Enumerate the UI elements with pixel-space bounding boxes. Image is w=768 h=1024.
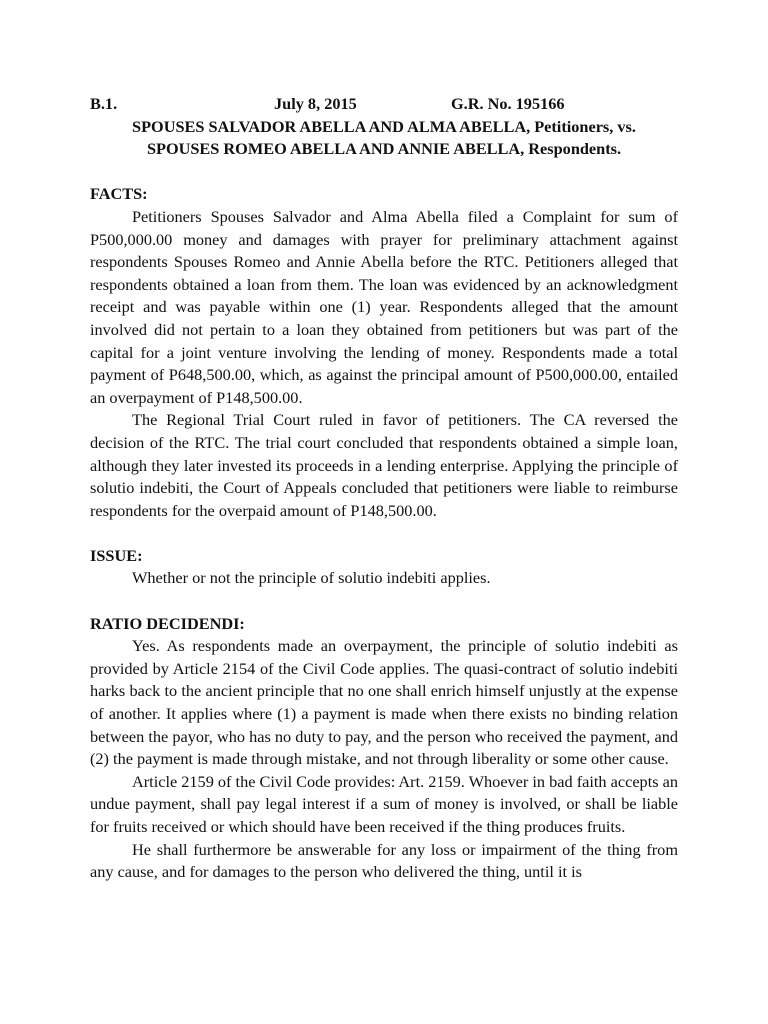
- case-title-line-2: SPOUSES ROMEO ABELLA AND ANNIE ABELLA, Respondents.: [146, 139, 622, 159]
- case-reference: B.1.: [90, 94, 118, 113]
- case-date: July 8, 2015: [274, 94, 357, 113]
- case-digest: [90, 93, 678, 884]
- facts-paragraph: Petitioners Spouses Salvador and Alma Abella filed a Complaint for sum of P500,000.00 money and damages with prayer for preliminary attachment against respondents Spouses Romeo and Annie Abella before the RTC. Petitioners alleged that respondents obtained a loan from them. The loan was evidenced by an acknowledgment receipt and was payable within one (1) year. Respondents alleged that the amount involved did not pertain to a loan they obtained from petitioners but was part of the capital for a joint venture involving the lending of money. Respondents made a total payment of P648,500.00, which, as against the principal amount of P500,000.00, entailed an overpayment of P148,500.00.: [90, 206, 678, 407]
- facts-heading: FACTS:: [90, 184, 148, 204]
- ratio-paragraph: Article 2159 of the Civil Code provides: Art. 2159. Whoever in bad faith accepts an undue payment, shall pay legal interest if a sum of money is involved, or shall be liable for fruits received or which should have been received if the thing produces fruits.: [90, 771, 678, 836]
- case-gr-number: G.R. No. 195166: [451, 94, 565, 113]
- case-header: [90, 93, 678, 116]
- ratio-paragraph: Yes. As respondents made an overpayment, the principle of solutio indebiti as provided by Article 2154 of the Civil Code applies. The quasi-contract of solutio indebiti harks back to the ancient principle that no one shall enrich himself unjustly at the expense of another. It applies where (1) a payment is made when there exists no binding relation between the payor, who has no duty to pay, and the person who received the payment, and (2) the payment is made through mistake, and not through liberality or some other cause.: [90, 636, 678, 769]
- issue-heading: ISSUE:: [90, 545, 143, 565]
- ratio-heading: RATIO DECIDENDI:: [90, 613, 245, 633]
- ratio-paragraph: He shall furthermore be answerable for any loss or impairment of the thing from any cause, and for damages to the person who delivered the thing, until it is: [90, 839, 678, 882]
- facts-paragraph: The Regional Trial Court ruled in favor of petitioners. The CA reversed the decision of the RTC. The trial court concluded that respondents obtained a simple loan, although they later invested its proceeds in a lending enterprise. Applying the principle of solutio indebiti, the Court of Appeals concluded that petitioners were liable to reimburse respondents for the overpaid amount of P148,500.00.: [90, 410, 678, 520]
- issue-text: Whether or not the principle of solutio indebiti applies.: [132, 568, 491, 588]
- case-title-line-1: SPOUSES SALVADOR ABELLA AND ALMA ABELLA, Petitioners, vs.: [132, 116, 636, 136]
